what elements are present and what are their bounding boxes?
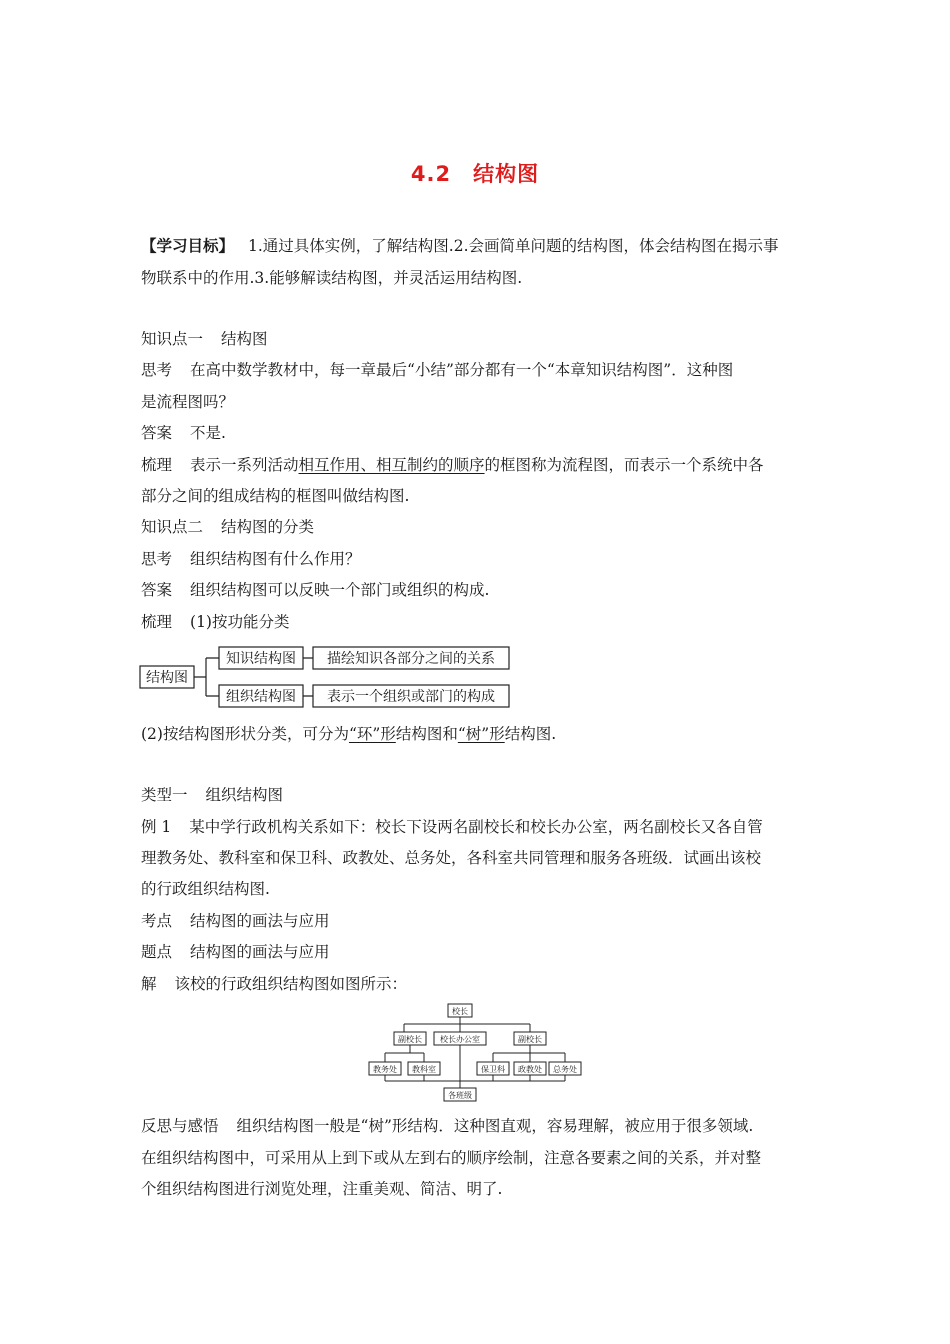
kaodian: 考点 结构图的画法与应用 <box>141 912 330 930</box>
diagram-desc1-label: 描绘知识各部分之间的关系 <box>327 651 495 667</box>
kp2-think: 思考 组织结构图有什么作用？ <box>141 550 361 568</box>
section-title: 结构图 <box>473 162 540 186</box>
org-vp-left: 副校长 <box>398 1035 422 1044</box>
type1-heading: 类型一 组织结构图 <box>141 786 284 804</box>
org-classes: 各班级 <box>448 1091 472 1100</box>
org-office: 校长办公室 <box>440 1035 480 1044</box>
reflection-line-1: 反思与感悟 组织结构图一般是“树”形结构．这种图直观，容易理解，被应用于很多领域. <box>141 1117 754 1135</box>
example-line-2: 理教务处、教科室和保卫科、政教处、总务处，各科室共同管理和服务各班级．试画出该校 <box>141 849 762 867</box>
reflection-line-2: 在组织结构图中，可采用从上到下或从左到右的顺序绘制，注意各要素之间的关系，并对整 <box>141 1149 762 1167</box>
diagram-desc2-label: 表示一个组织或部门的构成 <box>327 689 495 705</box>
example-line-1: 例 1 某中学行政机构关系如下：校长下设两名副校长和校长办公室，两名副校长又各自管 <box>141 818 763 836</box>
kp1-review-line-2: 部分之间的组成结构的框图叫做结构图. <box>141 487 410 505</box>
kp1-think-line-1: 思考 在高中数学教材中，每一章最后“小结”部分都有一个“本章知识结构图”．这种图 <box>141 361 734 379</box>
diagram-root-label: 结构图 <box>146 670 188 686</box>
kp2-heading: 知识点二 结构图的分类 <box>141 518 315 536</box>
page-title <box>0 158 950 188</box>
org-chart <box>364 1002 584 1104</box>
org-dept2: 教科室 <box>412 1065 436 1074</box>
tidian: 题点 结构图的画法与应用 <box>141 943 330 961</box>
underlined-fill-in: 相互作用、相互制约的顺序 <box>298 456 485 474</box>
org-connectors <box>385 1017 565 1088</box>
org-dept4: 政教处 <box>518 1065 542 1074</box>
diagram-branch2-label: 组织结构图 <box>226 689 296 705</box>
org-dept1: 教务处 <box>373 1065 397 1074</box>
example-line-3: 的行政组织结构图. <box>141 880 270 898</box>
section-number: 4.2 <box>410 162 452 186</box>
learning-goals-line-2: 物联系中的作用.3.能够解读结构图，并灵活运用结构图. <box>141 269 523 287</box>
learning-goals-label: 【学习目标】 <box>141 236 235 255</box>
org-vp-right: 副校长 <box>518 1035 542 1044</box>
solution: 解 该校的行政组织结构图如图所示： <box>141 975 408 993</box>
reflection-line-3: 个组织结构图进行浏览处理，注重美观、简洁、明了. <box>141 1180 503 1198</box>
diagram-branch1-label: 知识结构图 <box>226 651 296 667</box>
org-principal: 校长 <box>452 1007 468 1016</box>
kp1-answer: 答案 不是. <box>141 424 226 442</box>
kp1-heading: 知识点一 结构图 <box>141 330 268 348</box>
kp1-think-line-2: 是流程图吗？ <box>141 393 235 411</box>
kp1-review-line-1: 梳理 表示一系列活动相互作用、相互制约的顺序的框图称为流程图，而表示一个系统中各 <box>141 456 764 474</box>
underlined-fill-in-1: “环”形 <box>348 725 396 743</box>
learning-goals-line-1: 【学习目标】 1.通过具体实例，了解结构图.2.会画简单问题的结构图，体会结构图在揭示事 <box>141 236 779 255</box>
kp2-answer: 答案 组织结构图可以反映一个部门或组织的构成. <box>141 581 490 599</box>
org-dept5: 总务处 <box>553 1065 577 1074</box>
org-dept3: 保卫科 <box>481 1065 505 1074</box>
underlined-fill-in-2: “树”形 <box>457 725 505 743</box>
kp2-item2: (2)按结构图形状分类，可分为“环”形结构图和“树”形结构图. <box>141 725 557 743</box>
classification-diagram <box>138 640 518 712</box>
kp2-review: 梳理 (1)按功能分类 <box>141 613 290 631</box>
